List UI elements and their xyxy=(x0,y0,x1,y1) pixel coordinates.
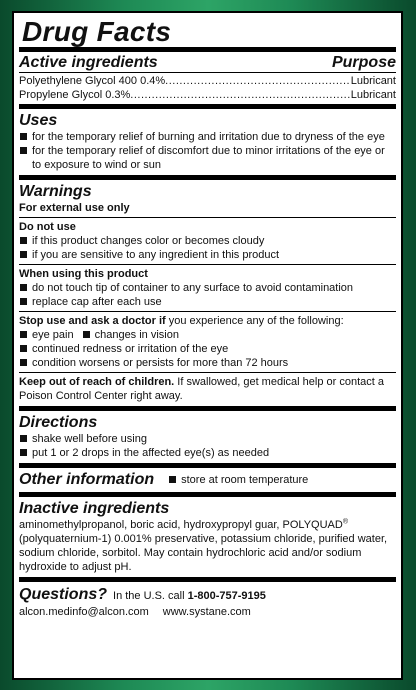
warnings-heading: Warnings xyxy=(19,183,92,200)
square-bullet-icon xyxy=(20,435,27,442)
contact-line xyxy=(19,605,396,619)
ingredient-name: Propylene Glycol 0.3% xyxy=(19,89,131,101)
directions-section xyxy=(19,411,396,463)
website-link[interactable]: www.systane.com xyxy=(162,606,251,618)
active-ingredients-header xyxy=(19,52,396,72)
list-item: for the temporary relief of burning and irritation due to dryness of the eye xyxy=(19,130,396,144)
registered-mark: ® xyxy=(342,518,349,526)
list-item: store at room temperature xyxy=(168,473,308,487)
inactive-ingredients-heading: Inactive ingredients xyxy=(19,500,170,517)
square-bullet-icon xyxy=(20,251,27,258)
inline-bullet-row xyxy=(19,328,396,342)
other-information-heading: Other information xyxy=(19,471,155,488)
keep-out-text: Keep out of reach of children. If swallowed, get medical help or contact a Poison Control Center right away. xyxy=(19,376,384,402)
do-not-use-section xyxy=(19,218,396,264)
square-bullet-icon xyxy=(20,284,27,291)
ingredient-name: Polyethylene Glycol 400 0.4% xyxy=(19,75,166,87)
drug-facts-title: Drug Facts xyxy=(22,16,172,47)
square-bullet-icon xyxy=(20,298,27,305)
when-using-section xyxy=(19,265,396,311)
keep-out-section xyxy=(19,373,396,406)
questions-section xyxy=(19,582,396,604)
square-bullet-icon xyxy=(20,237,27,244)
square-bullet-icon xyxy=(20,133,27,140)
drug-facts-panel xyxy=(12,11,403,680)
other-information-section xyxy=(19,468,396,492)
inactive-ingredients-section xyxy=(19,497,396,577)
list-item: continued redness or irritation of the eye xyxy=(19,342,396,356)
uses-section xyxy=(19,109,396,175)
ingredient-purpose: Lubricant xyxy=(350,75,396,87)
square-bullet-icon xyxy=(20,331,27,338)
active-ingredients-heading: Active ingredients xyxy=(19,54,158,71)
inactive-ingredients-text: aminomethylpropanol, boric acid, hydroxypropyl guar, POLYQUAD® (polyquaternium-1) 0.001% preservative, potassium chloride, purified water, sodium chloride, sorbitol. May contain hydrochloric acid and/or sodium hydroxide to adjust pH. xyxy=(19,518,388,573)
email-link[interactable]: alcon.medinfo@alcon.com xyxy=(19,606,149,618)
do-not-use-heading: Do not use xyxy=(19,221,76,233)
purpose-heading: Purpose xyxy=(331,54,396,71)
questions-heading: Questions? xyxy=(19,586,108,603)
square-bullet-icon xyxy=(20,147,27,154)
external-use-notice: For external use only xyxy=(19,202,130,214)
list-item: changes in vision xyxy=(82,328,179,342)
list-item: shake well before using xyxy=(19,432,396,446)
active-ingredients-list xyxy=(19,73,396,104)
directions-heading: Directions xyxy=(19,414,98,431)
stop-use-section xyxy=(19,312,396,372)
stop-use-heading: Stop use and ask a doctor if you experience any of the following: xyxy=(19,315,344,327)
square-bullet-icon xyxy=(20,449,27,456)
list-item: if this product changes color or becomes cloudy xyxy=(19,234,396,248)
list-item: for the temporary relief of discomfort due to minor irritations of the eye or to exposure to wind or sun xyxy=(19,144,396,172)
list-item: if you are sensitive to any ingredient in this product xyxy=(19,248,396,262)
ingredient-purpose: Lubricant xyxy=(350,89,396,101)
square-bullet-icon xyxy=(83,331,90,338)
leader-dots xyxy=(165,74,351,88)
square-bullet-icon xyxy=(20,345,27,352)
list-item: put 1 or 2 drops in the affected eye(s) as needed xyxy=(19,446,396,460)
leader-dots xyxy=(130,88,350,102)
list-item: replace cap after each use xyxy=(19,295,396,309)
list-item: condition worsens or persists for more than 72 hours xyxy=(19,356,396,370)
list-item: eye pain xyxy=(19,328,74,342)
when-using-heading: When using this product xyxy=(19,268,148,280)
square-bullet-icon xyxy=(20,359,27,366)
square-bullet-icon xyxy=(169,476,176,483)
phone-number[interactable]: 1-800-757-9195 xyxy=(187,590,266,602)
warnings-section xyxy=(19,180,396,217)
active-ingredient-row xyxy=(19,88,396,102)
uses-heading: Uses xyxy=(19,112,58,129)
active-ingredient-row xyxy=(19,74,396,88)
list-item: do not touch tip of container to any surface to avoid contamination xyxy=(19,281,396,295)
phone-line: In the U.S. call 1-800-757-9195 xyxy=(113,590,266,602)
